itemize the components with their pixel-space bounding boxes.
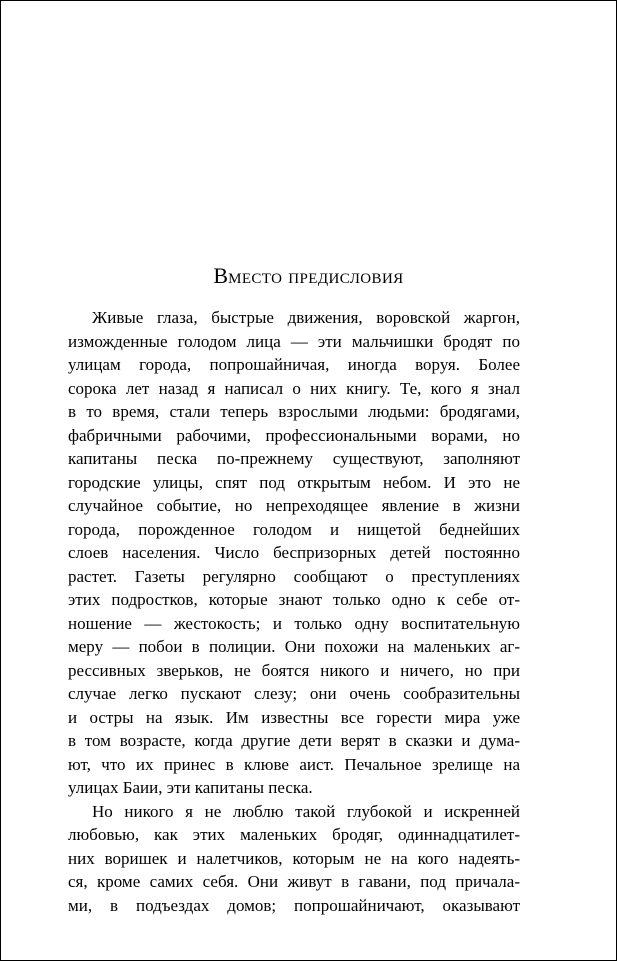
text-line: случае легко пускают слезу; они очень сообразительны: [68, 684, 520, 703]
text-line: ся, кроме самих себя. Они живут в гавани, под причала-: [68, 872, 520, 891]
text-line: них воришек и налетчиков, которым не на кого надеять-: [68, 848, 520, 868]
text-line: и остры на язык. Им известны все горести мира уже: [68, 707, 520, 727]
text-line: города, порожденное голодом и нищетой беднейших: [68, 519, 520, 539]
text-line: сорока лет назад я написал о них книгу. Те, кого я знал: [68, 378, 520, 398]
text-line: любовью, как этих маленьких бродяг, одиннадцатилет-: [68, 825, 520, 844]
text-line: улицах Баии, эти капитаны песка.: [68, 778, 313, 797]
body-text: [68, 306, 520, 917]
chapter-title-rest: место предисловия: [228, 263, 404, 288]
text-line: ми, в подъездах домов; попрошайничают, оказывают: [68, 895, 520, 915]
text-line: улицам города, попрошайничая, иногда воруя. Более: [68, 355, 520, 374]
text-line: этих подростков, которые знают только одно к себе от-: [68, 590, 520, 609]
text-line: рессивных зверьков, не боятся никого и ничего, но при: [68, 660, 520, 680]
text-line: растет. Газеты регулярно сообщают о преступлениях: [68, 566, 520, 586]
text-line: городские улицы, спят под открытым небом. И это не: [68, 472, 520, 492]
chapter-title: [1, 264, 616, 288]
text-line: случайное событие, но непреходящее явление в жизни: [68, 496, 520, 515]
text-line: ношение — жестокость; и только одну воспитательную: [68, 613, 520, 633]
text-line: капитаны песка по-прежнему существуют, заполняют: [68, 449, 520, 468]
chapter-title-first-letter: В: [213, 263, 229, 288]
text-line: меру — побои в полиции. Они похожи на маленьких аг-: [68, 637, 520, 656]
text-line: изможденные голодом лица — эти мальчишки бродят по: [68, 331, 520, 351]
text-line: в том возрасте, когда другие дети верят в сказки и дума-: [68, 731, 520, 750]
text-line: в то время, стали теперь взрослыми людьми: бродягами,: [68, 402, 520, 421]
text-line: фабричными рабочими, профессиональными ворами, но: [68, 425, 520, 445]
text-line: Живые глаза, быстрые движения, воровской жаргон,: [92, 308, 520, 327]
text-line: Но никого я не люблю такой глубокой и искренней: [92, 801, 520, 821]
text-line: ют, что их принес в клюве аист. Печальное зрелище на: [68, 754, 520, 774]
text-line: слоев населения. Число беспризорных детей постоянно: [68, 543, 520, 562]
